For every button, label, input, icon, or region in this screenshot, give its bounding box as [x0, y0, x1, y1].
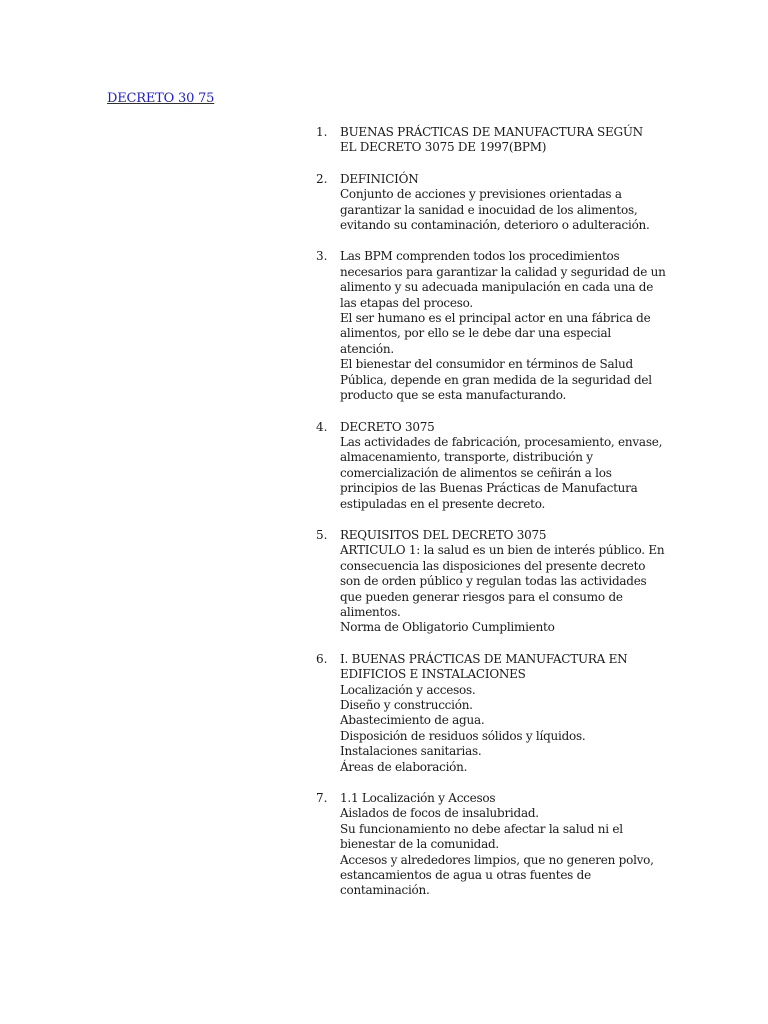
outline-item-5 [316, 528, 666, 636]
item-text [340, 125, 666, 156]
text-line: las etapas del proceso. [340, 295, 473, 310]
text-line: estipuladas en el presente decreto. [340, 496, 546, 511]
text-line: REQUISITOS DEL DECRETO 3075 [340, 527, 547, 542]
text-line: comercialización de alimentos se ceñirán a los [340, 465, 612, 480]
outline-item-4 [316, 420, 666, 512]
text-line: Las actividades de fabricación, procesamiento, envase, [340, 434, 663, 449]
text-line: atención. [340, 341, 394, 356]
item-text [340, 420, 666, 512]
text-line: Localización y accesos. [340, 682, 476, 697]
outline-item-2 [316, 172, 666, 234]
text-line: bienestar de la comunidad. [340, 837, 499, 852]
text-line: Abastecimiento de agua. [340, 713, 485, 728]
text-line: almacenamiento, transporte, distribución y [340, 450, 593, 465]
item-text [340, 172, 666, 234]
text-line: El ser humano es el principal actor en una fábrica de [340, 311, 651, 326]
text-line: alimentos. [340, 604, 401, 619]
item-number: 6. [316, 651, 328, 666]
text-line: Conjunto de acciones y previsiones orientadas a [340, 187, 622, 202]
text-line: que pueden generar riesgos para el consumo de [340, 589, 623, 604]
item-number: 2. [316, 171, 328, 186]
text-line: Pública, depende en gran medida de la seguridad del [340, 372, 652, 387]
text-line: Su funcionamiento no debe afectar la salud ni el [340, 821, 623, 836]
text-line: contaminación. [340, 883, 430, 898]
text-line: evitando su contaminación, deterioro o adulteración. [340, 218, 650, 233]
outline-item-3 [316, 249, 666, 403]
item-text [340, 249, 666, 403]
text-line: alimentos, por ello se le debe dar una especial [340, 326, 612, 341]
text-line: Accesos y alrededores limpios, que no generen polvo, [340, 852, 654, 867]
text-line: Áreas de elaboración. [340, 759, 468, 774]
text-line: I. BUENAS PRÁCTICAS DE MANUFACTURA EN [340, 651, 628, 666]
text-line: ARTICULO 1: la salud es un bien de interés público. En [340, 543, 665, 558]
text-line: estancamientos de agua u otras fuentes de [340, 868, 591, 883]
text-line: EL DECRETO 3075 DE 1997(BPM) [340, 140, 547, 155]
text-line: Diseño y construcción. [340, 698, 473, 712]
text-line: Norma de Obligatorio Cumplimiento [340, 620, 555, 635]
item-text [340, 652, 666, 775]
text-line: Disposición de residuos sólidos y líquidos. [340, 728, 586, 743]
text-line: El bienestar del consumidor en términos de Salud [340, 357, 633, 372]
item-text [340, 791, 666, 899]
text-line: alimento y su adecuada manipulación en cada una de [340, 280, 654, 295]
text-line: son de orden público y regulan todas las actividades [340, 574, 647, 589]
text-line: DEFINICIÓN [340, 171, 419, 186]
item-number: 1. [316, 125, 328, 139]
text-line: principios de las Buenas Prácticas de Manufactura [340, 481, 638, 496]
item-number: 5. [316, 527, 328, 542]
outline-item-7 [316, 791, 666, 899]
numbered-outline [316, 125, 666, 915]
decreto-link[interactable]: DECRETO 30 75 [107, 91, 215, 106]
item-number: 4. [316, 419, 328, 434]
text-line: consecuencia las disposiciones del presente decreto [340, 558, 646, 573]
text-line: Aislados de focos de insalubridad. [340, 806, 539, 821]
text-line: BUENAS PRÁCTICAS DE MANUFACTURA SEGÚN [340, 125, 643, 139]
text-line: DECRETO 3075 [340, 419, 435, 434]
outline-item-1 [316, 125, 666, 156]
text-line: necesarios para garantizar la calidad y seguridad de un [340, 264, 666, 279]
text-line: garantizar la sanidad e inocuidad de los alimentos, [340, 202, 638, 217]
outline-item-6 [316, 652, 666, 775]
text-line: producto que se esta manufacturando. [340, 388, 567, 403]
text-line: Las BPM comprenden todos los procedimientos [340, 249, 620, 264]
item-number: 7. [316, 791, 328, 806]
text-line: EDIFICIOS E INSTALACIONES [340, 667, 526, 682]
text-line: 1.1 Localización y Accesos [340, 791, 496, 806]
item-number: 3. [316, 249, 328, 264]
text-line: Instalaciones sanitarias. [340, 744, 482, 759]
item-text [340, 528, 666, 636]
